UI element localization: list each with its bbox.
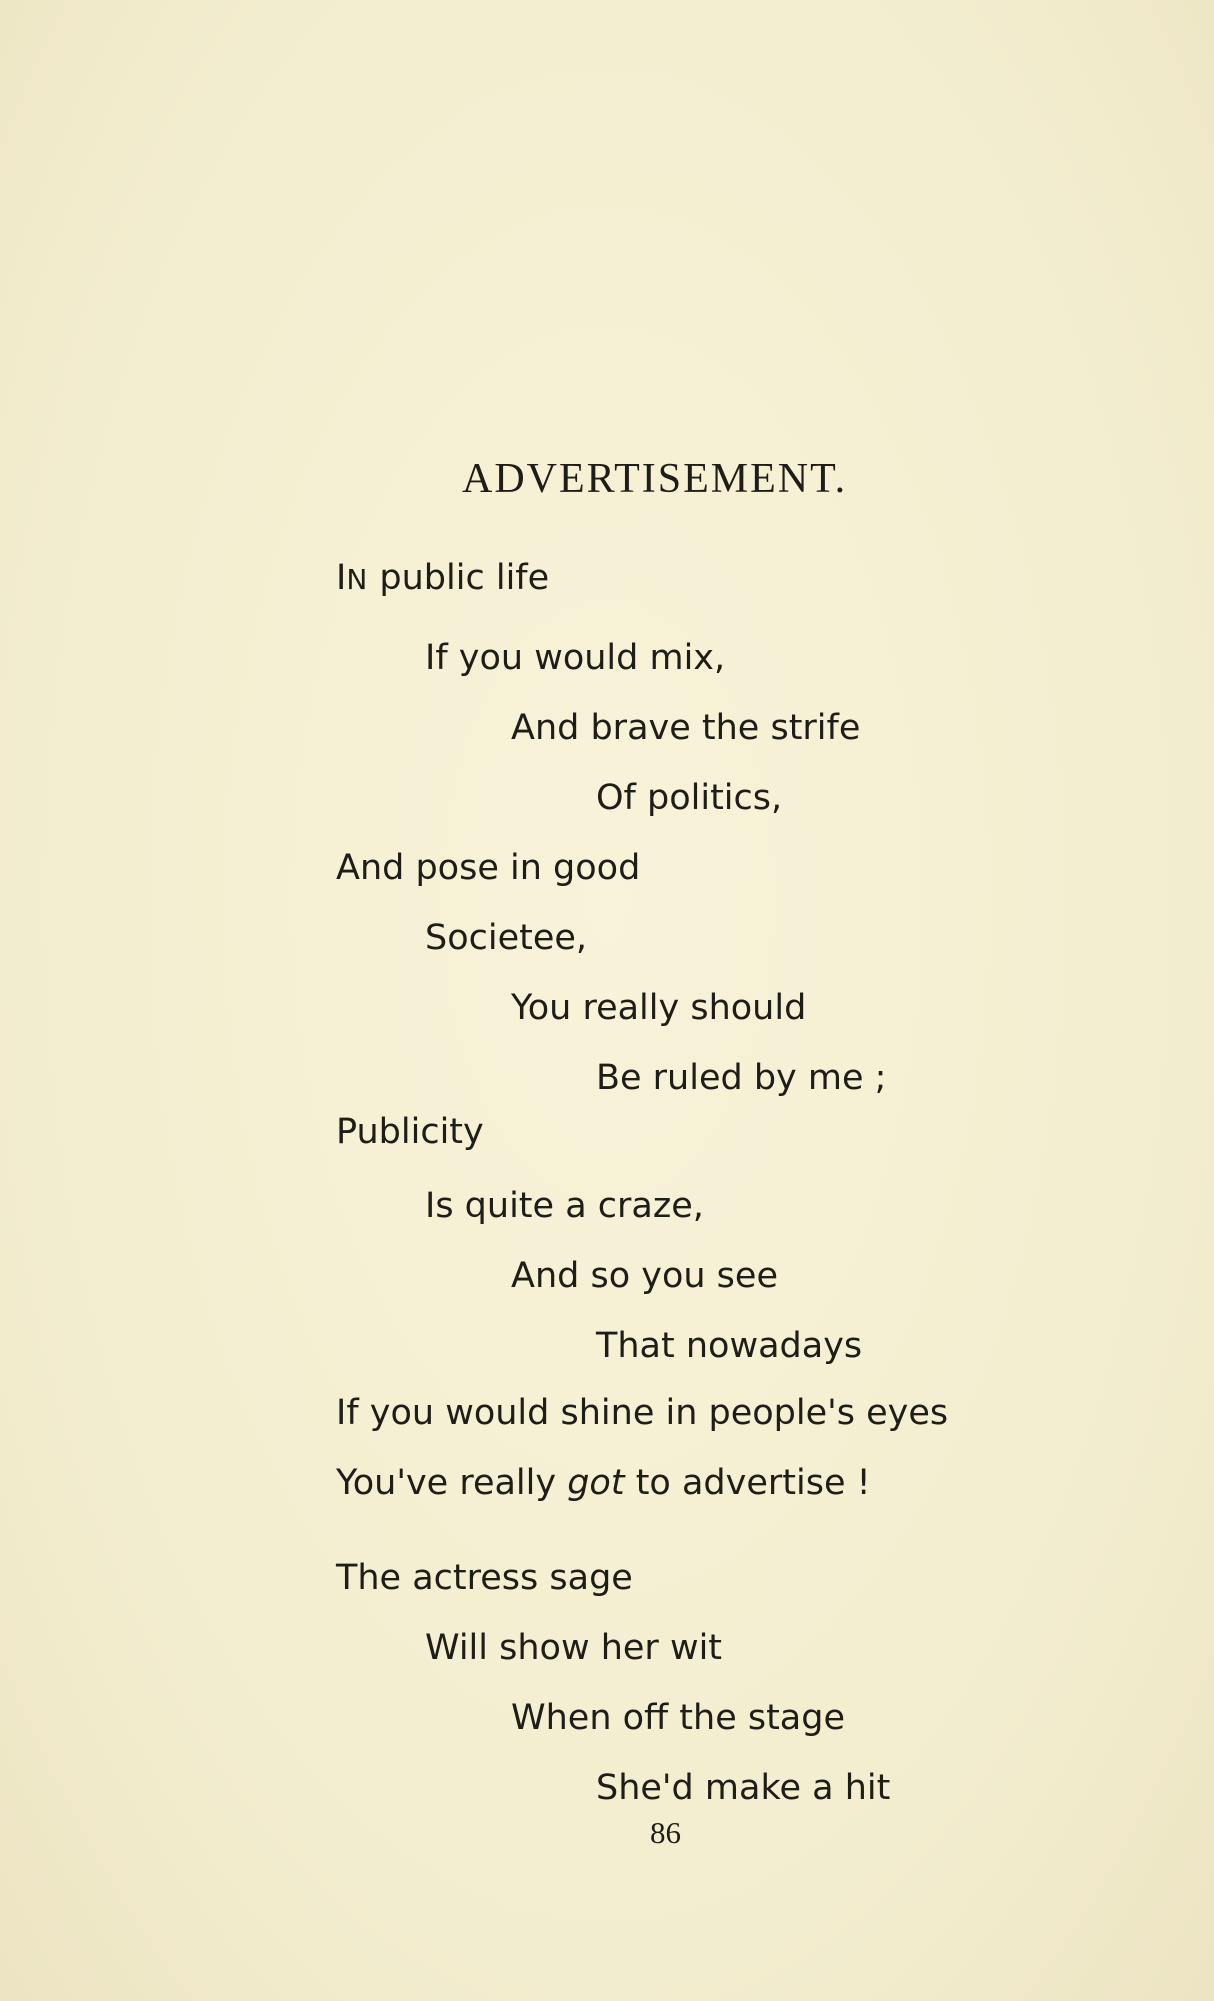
poem-line: And so you see xyxy=(511,1256,778,1296)
poem-line: Publicity xyxy=(336,1112,484,1152)
poem-line: She'd make a hit xyxy=(596,1768,891,1808)
poem-line: That nowadays xyxy=(596,1326,863,1366)
line-text: You've really xyxy=(336,1463,568,1503)
poem-line: Societee, xyxy=(425,918,588,958)
poem-line: If you would shine in people's eyes xyxy=(336,1393,949,1433)
emphasis: got xyxy=(567,1463,625,1503)
poem-line: You really should xyxy=(511,988,807,1028)
poem-line: Of politics, xyxy=(596,778,783,818)
poem-line: Be ruled by me ; xyxy=(596,1058,887,1098)
line-text: to advertise ! xyxy=(624,1463,871,1503)
poem-line xyxy=(336,1463,871,1503)
poem-line xyxy=(336,558,549,598)
poem-line: Is quite a craze, xyxy=(425,1186,704,1226)
drop-cap: I xyxy=(336,558,347,598)
poem-line: Will show her wit xyxy=(425,1628,723,1668)
poem-line: And pose in good xyxy=(336,848,641,888)
line-text: public life xyxy=(368,558,550,598)
poem-title: ADVERTISEMENT. xyxy=(462,456,848,502)
small-cap: N xyxy=(346,563,369,596)
page-number: 86 xyxy=(650,1815,681,1850)
poem-line: If you would mix, xyxy=(425,638,726,678)
poem-line: When off the stage xyxy=(511,1698,846,1738)
poem-line: The actress sage xyxy=(336,1558,633,1598)
poem-line: And brave the strife xyxy=(511,708,861,748)
